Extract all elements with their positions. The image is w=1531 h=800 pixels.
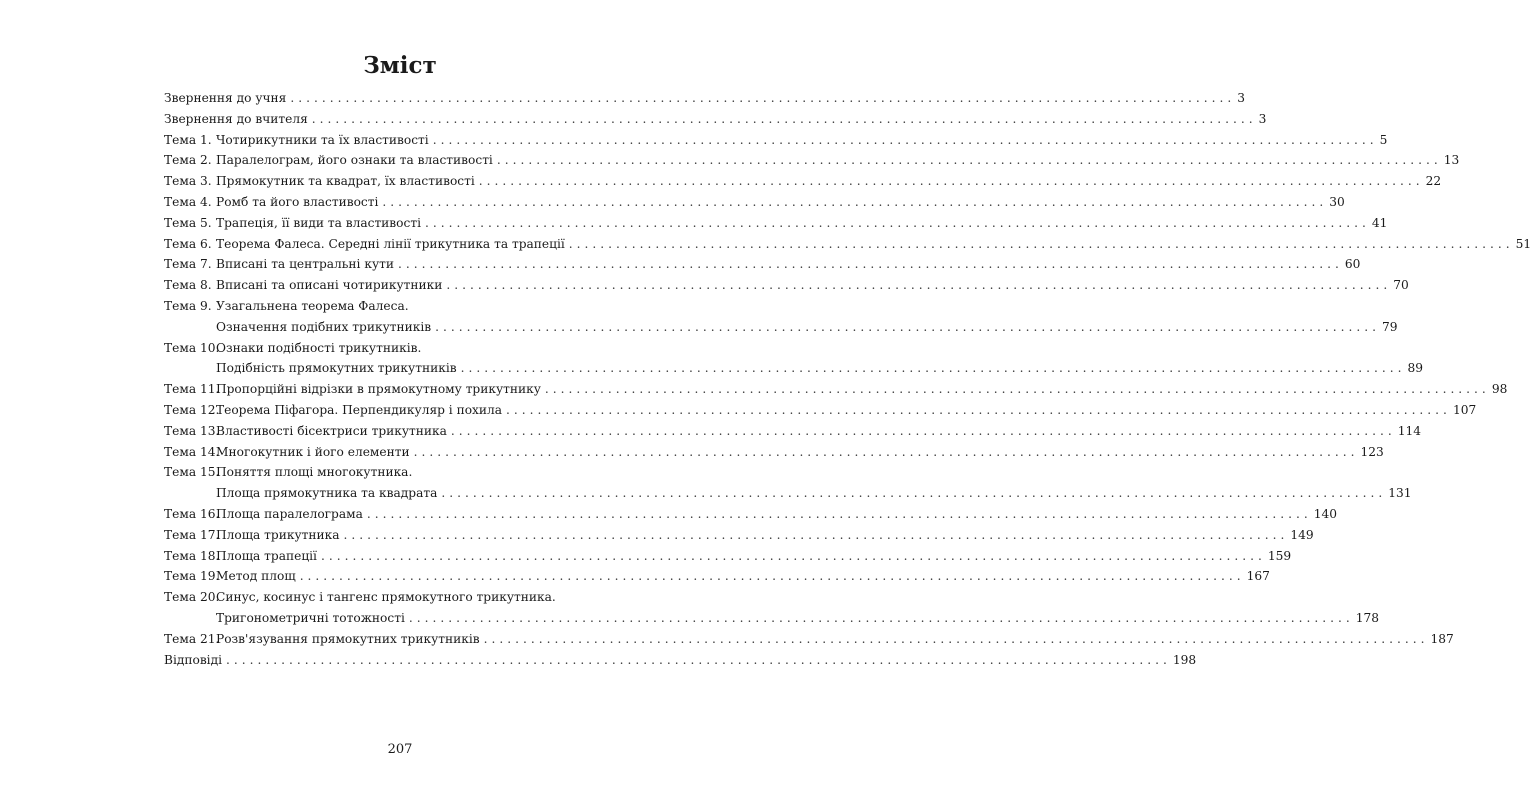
- dot-leader: ........................................................................................................................: [397, 257, 1343, 272]
- toc-topic-number: Тема 3.: [164, 174, 212, 189]
- toc-entry: [164, 525, 1314, 546]
- toc-entry: [164, 213, 1388, 234]
- toc-entry-title: Паралелограм, його ознаки та властивості: [216, 153, 493, 168]
- toc-topic-number: Тема 13.: [164, 423, 220, 438]
- toc-entry: [164, 88, 1246, 109]
- toc-entry-title: Поняття площі многокутника.: [216, 465, 413, 480]
- toc-page-number: 3: [1237, 91, 1246, 105]
- toc-page-number: 140: [1313, 506, 1338, 521]
- dot-leader: ........................................................................................................................: [299, 569, 1245, 584]
- toc-entry: [164, 109, 1267, 130]
- toc-entry: [164, 546, 1292, 567]
- toc-page-number: 79: [1382, 319, 1398, 334]
- toc-entry-title: Синус, косинус і тангенс прямокутного трикутника.: [216, 590, 556, 605]
- toc-topic-number: Тема 4.: [164, 194, 212, 209]
- toc-entry-title: Площа паралелограма: [216, 506, 363, 521]
- toc-entry: [164, 379, 1508, 400]
- toc-page-number: 187: [1430, 631, 1454, 646]
- toc-entry: [164, 192, 1345, 213]
- toc-entry-title: Теорема Піфагора. Перпендикуляр і похила: [216, 402, 503, 417]
- toc-page-number: 178: [1355, 610, 1380, 625]
- dot-leader: ........................................................................................................................: [450, 423, 1396, 438]
- toc-topic-number: Тема 20.: [164, 590, 220, 605]
- toc-topic-number: Тема 15.: [164, 465, 220, 480]
- dot-leader: ........................................................................................................................: [441, 486, 1387, 501]
- dot-leader: ........................................................................................................................: [478, 174, 1424, 189]
- dot-leader: ........................................................................................................................: [366, 506, 1312, 521]
- toc-topic-number: Тема 2.: [164, 153, 212, 168]
- toc-entry-title: Відповіді: [164, 652, 222, 667]
- dot-leader: ........................................................................................................................: [446, 278, 1392, 293]
- toc-entry: [164, 338, 1423, 380]
- dot-leader: ........................................................................................................................: [225, 652, 1171, 667]
- toc-entry: [164, 462, 1412, 504]
- toc-topic-number: Тема 12.: [164, 402, 220, 417]
- toc-entry: [164, 171, 1442, 192]
- toc-entry: [164, 421, 1422, 442]
- toc-page-number: 70: [1393, 278, 1409, 293]
- toc-entry-title: Вписані та центральні кути: [216, 257, 394, 272]
- toc-page-number: 3: [1258, 111, 1267, 126]
- dot-leader: ........................................................................................................................: [435, 319, 1381, 334]
- toc-entry-title: Чотирикутники та їх властивості: [216, 132, 429, 147]
- toc-entry-title: Ромб та його властивості: [216, 194, 379, 209]
- toc-topic-number: Тема 19.: [164, 569, 220, 584]
- toc-entry-title: Площа трикутника: [216, 527, 340, 542]
- toc-entry-title: Тригонометричні тотожності: [216, 610, 405, 625]
- dot-leader: ........................................................................................................................: [343, 527, 1289, 542]
- page-number: 207: [387, 742, 413, 757]
- toc-topic-number: Тема 21.: [164, 631, 220, 646]
- dot-leader: ........................................................................................................................: [568, 236, 1514, 251]
- toc-entry: [164, 150, 1460, 171]
- toc-topic-number: Тема 14.: [164, 444, 220, 459]
- toc-entry-title: Площа прямокутника та квадрата: [216, 486, 438, 501]
- toc-page-number: 114: [1397, 423, 1422, 438]
- toc-topic-number: Тема 6.: [164, 236, 212, 251]
- dot-leader: ........................................................................................................................: [483, 631, 1429, 646]
- toc-entry-title: Узагальнена теорема Фалеса.: [216, 298, 409, 313]
- toc-entry-title: Трапеція, її види та властивості: [216, 215, 421, 230]
- toc-page-number: 98: [1491, 382, 1508, 397]
- toc-entry: [164, 130, 1388, 151]
- toc-topic-number: Тема 10.: [164, 340, 220, 355]
- toc-page-number: 198: [1172, 652, 1197, 667]
- toc-entry: [164, 254, 1361, 275]
- toc-entry: [164, 629, 1454, 650]
- toc-entry-title: Многокутник і його елементи: [216, 444, 410, 459]
- toc-topic-number: Тема 18.: [164, 548, 220, 563]
- dot-leader: ........................................................................................................................: [424, 215, 1370, 230]
- toc-entry-title: Звернення до учня: [164, 91, 287, 105]
- toc-entry-title: Означення подібних трикутників: [216, 319, 432, 334]
- toc-entry-title: Властивості бісектриси трикутника: [216, 423, 447, 438]
- toc-page-number: 41: [1371, 215, 1388, 230]
- dot-leader: ........................................................................................................................: [408, 610, 1354, 625]
- dot-leader: ........................................................................................................................: [290, 91, 1236, 105]
- toc-page-number: 131: [1388, 486, 1412, 501]
- toc-topic-number: Тема 16.: [164, 506, 220, 521]
- dot-leader: ........................................................................................................................: [413, 444, 1359, 459]
- dot-leader: ........................................................................................................................: [432, 132, 1378, 147]
- dot-leader: ........................................................................................................................: [311, 111, 1257, 126]
- toc-topic-number: Тема 17.: [164, 527, 220, 542]
- toc-page-number: 60: [1344, 257, 1361, 272]
- page-title: Зміст: [363, 52, 437, 79]
- toc-page-number: 13: [1443, 153, 1460, 168]
- toc-entry: [164, 234, 1531, 255]
- toc-entry-title: Звернення до вчителя: [164, 111, 308, 126]
- dot-leader: ........................................................................................................................: [382, 194, 1328, 209]
- toc-page-number: 123: [1360, 444, 1384, 459]
- dot-leader: ........................................................................................................................: [460, 361, 1406, 376]
- toc-entry: [164, 566, 1270, 587]
- toc-topic-number: Тема 5.: [164, 215, 212, 230]
- toc-entry-title: Ознаки подібності трикутників.: [216, 340, 422, 355]
- toc-page-number: 89: [1407, 361, 1423, 376]
- dot-leader: ........................................................................................................................: [320, 548, 1266, 563]
- toc-entry-title: Вписані та описані чотирикутники: [216, 278, 443, 293]
- toc-entry-title: Подібність прямокутних трикутників: [216, 361, 457, 376]
- toc-entry-title: Розв'язування прямокутних трикутників: [216, 631, 480, 646]
- toc-page-number: 149: [1290, 527, 1314, 542]
- toc-entry: [164, 587, 1380, 629]
- toc-topic-number: Тема 7.: [164, 257, 212, 272]
- toc-entry: [164, 296, 1398, 338]
- toc-entry: [164, 504, 1338, 525]
- toc-entry: [164, 275, 1409, 296]
- toc-entry-title: Прямокутник та квадрат, їх властивості: [216, 174, 475, 189]
- toc-entry-title: Площа трапеції: [216, 548, 317, 563]
- table-of-contents: [164, 88, 1531, 670]
- toc-page-number: 167: [1246, 569, 1270, 584]
- toc-page-number: 5: [1379, 132, 1388, 147]
- toc-topic-number: Тема 1.: [164, 132, 212, 147]
- toc-entry-title: Метод площ: [216, 569, 296, 584]
- toc-topic-number: Тема 11.: [164, 382, 220, 397]
- toc-topic-number: Тема 9.: [164, 298, 212, 313]
- dot-leader: ........................................................................................................................: [544, 382, 1490, 397]
- toc-page-number: 159: [1267, 548, 1292, 563]
- toc-entry: [164, 650, 1197, 671]
- toc-entry: [164, 400, 1477, 421]
- toc-page-number: 51: [1515, 236, 1531, 251]
- dot-leader: ........................................................................................................................: [506, 402, 1451, 417]
- toc-topic-number: Тема 8.: [164, 278, 212, 293]
- toc-entry-title: Теорема Фалеса. Середні лінії трикутника та трапеції: [216, 236, 565, 251]
- dot-leader: ........................................................................................................................: [496, 153, 1442, 168]
- toc-entry: [164, 442, 1384, 463]
- toc-entry-title: Пропорційні відрізки в прямокутному трикутнику: [216, 382, 541, 397]
- toc-page-number: 107: [1452, 402, 1477, 417]
- toc-page-number: 30: [1329, 194, 1345, 209]
- toc-page-number: 22: [1425, 174, 1442, 189]
